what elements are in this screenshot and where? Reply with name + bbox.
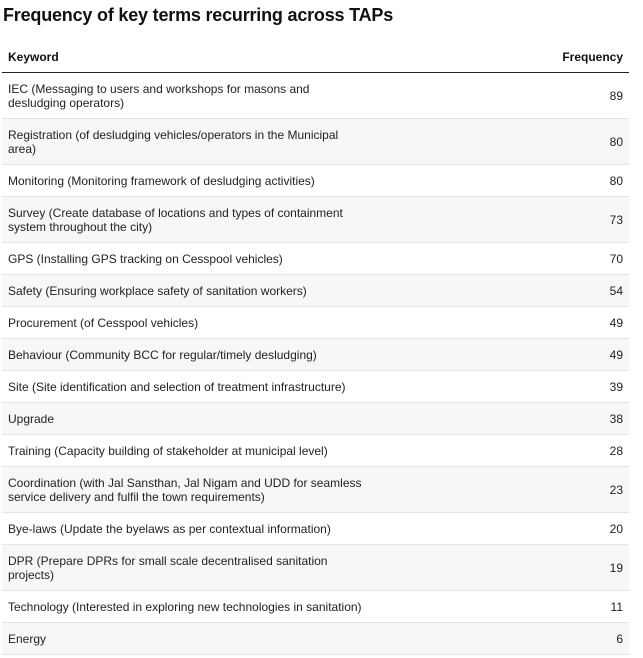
frequency-value: 80: [529, 165, 629, 197]
keyword-cell: [2, 591, 529, 623]
frequency-value: 6: [529, 623, 629, 655]
keyword-label: Upgrade: [8, 411, 55, 426]
table-row: [2, 339, 629, 371]
keyword-cell: [2, 513, 529, 545]
keyword-cell: [2, 243, 529, 275]
keyword-label: Technology (Interested in exploring new technologies in sanitation): [8, 599, 362, 614]
table-row: [2, 165, 629, 197]
frequency-value: 28: [529, 435, 629, 467]
keyword-cell: [2, 371, 529, 403]
keyword-cell: [2, 467, 529, 513]
table-row: [2, 467, 629, 513]
keyword-cell: [2, 275, 529, 307]
frequency-value: 49: [529, 307, 629, 339]
keyword-label: Training (Capacity building of stakeholder at municipal level): [8, 443, 328, 458]
table-body: [2, 73, 629, 655]
keyword-cell: [2, 165, 529, 197]
table-row: [2, 403, 629, 435]
frequency-value: 54: [529, 275, 629, 307]
keyword-label: Survey (Create database of locations and types of containment system throughout the city): [8, 205, 343, 234]
table-row: [2, 545, 629, 591]
frequency-value: 70: [529, 243, 629, 275]
table-row: [2, 197, 629, 243]
keyword-cell: [2, 339, 529, 371]
table-row: [2, 591, 629, 623]
table-row: [2, 371, 629, 403]
column-header-keyword: Keyword: [2, 42, 529, 73]
keyword-cell: [2, 119, 529, 165]
frequency-value: 39: [529, 371, 629, 403]
keyword-label: Safety (Ensuring workplace safety of sanitation workers): [8, 283, 307, 298]
table-row: [2, 243, 629, 275]
frequency-value: 20: [529, 513, 629, 545]
keyword-label: Site (Site identification and selection of treatment infrastructure): [8, 379, 346, 394]
table-row: [2, 73, 629, 119]
keyword-cell: [2, 623, 529, 655]
table-header-row: [2, 42, 629, 73]
frequency-value: 23: [529, 467, 629, 513]
keyword-label: Coordination (with Jal Sansthan, Jal Nigam and UDD for seamless service delivery and fulfil the town requirements): [8, 475, 362, 504]
frequency-value: 89: [529, 73, 629, 119]
frequency-table: [2, 42, 629, 655]
keyword-label: Bye-laws (Update the byelaws as per contextual information): [8, 521, 331, 536]
keyword-label: Energy: [8, 631, 47, 646]
keyword-label: Monitoring (Monitoring framework of desludging activities): [8, 173, 315, 188]
frequency-value: 11: [529, 591, 629, 623]
frequency-value: 19: [529, 545, 629, 591]
chart-title: Frequency of key terms recurring across TAPs: [3, 5, 394, 25]
keyword-cell: [2, 307, 529, 339]
frequency-value: 80: [529, 119, 629, 165]
keyword-label: IEC (Messaging to users and workshops for masons and desludging operators): [8, 81, 310, 110]
keyword-label: GPS (Installing GPS tracking on Cesspool vehicles): [8, 251, 283, 266]
table-row: [2, 307, 629, 339]
frequency-value: 49: [529, 339, 629, 371]
frequency-value: 38: [529, 403, 629, 435]
table-row: [2, 119, 629, 165]
keyword-cell: [2, 73, 529, 119]
keyword-cell: [2, 197, 529, 243]
keyword-label: Procurement (of Cesspool vehicles): [8, 315, 199, 330]
column-header-frequency: Frequency: [529, 42, 629, 73]
keyword-cell: [2, 435, 529, 467]
keyword-label: DPR (Prepare DPRs for small scale decentralised sanitation projects): [8, 553, 328, 582]
keyword-cell: [2, 545, 529, 591]
keyword-cell: [2, 403, 529, 435]
table-row: [2, 623, 629, 655]
table-row: [2, 513, 629, 545]
table-row: [2, 435, 629, 467]
frequency-value: 73: [529, 197, 629, 243]
keyword-label: Registration (of desludging vehicles/operators in the Municipal area): [8, 127, 339, 156]
table-row: [2, 275, 629, 307]
keyword-label: Behaviour (Community BCC for regular/timely desludging): [8, 347, 317, 362]
